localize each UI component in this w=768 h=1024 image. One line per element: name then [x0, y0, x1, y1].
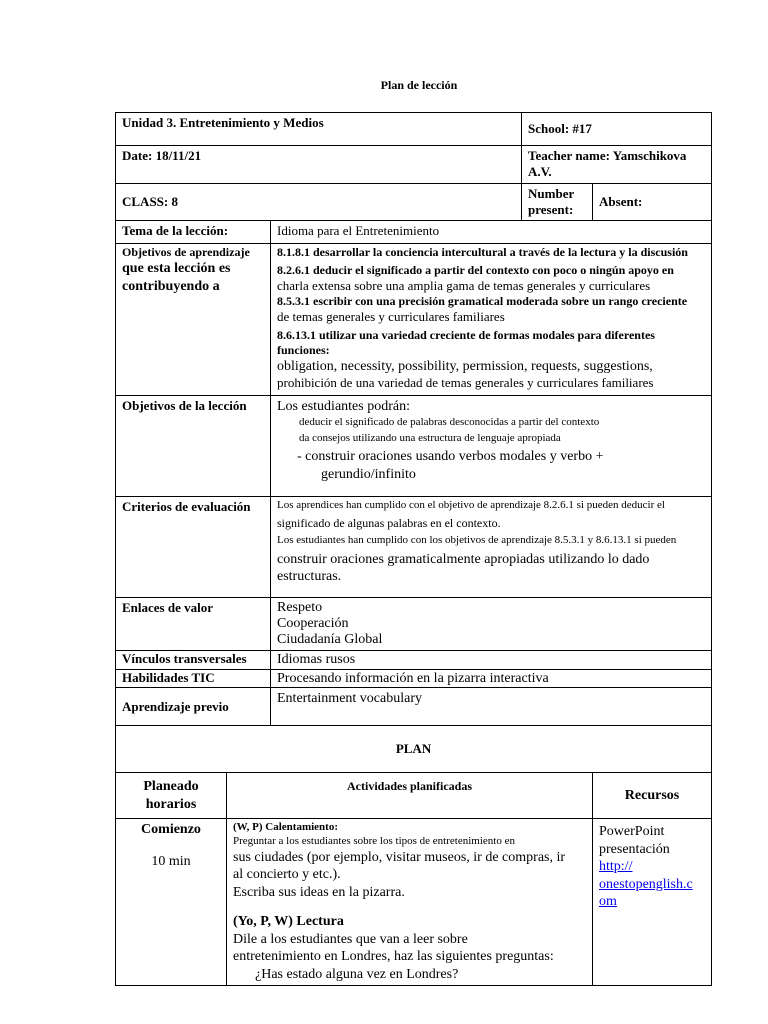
col-header-activities: Actividades planificadas [227, 773, 593, 819]
col-header-time: Planeado horarios [116, 773, 227, 819]
lesson-plan-table [115, 112, 712, 986]
date-cell: Date: 18/11/21 [116, 146, 522, 184]
lesson-objectives-intro: Los estudiantes podrán: [277, 399, 410, 414]
objective-line: 8.1.8.1 desarrollar la conciencia intercultural a través de la lectura y la discusión [277, 245, 688, 259]
activities-cell [227, 819, 593, 986]
reading-title: (Yo, P, W) Lectura [233, 914, 344, 930]
lesson-objectives-row [116, 396, 712, 497]
learning-objectives-label-rest: que esta lección es contribuyendo a [122, 261, 231, 294]
activity-line: sus ciudades (por ejemplo, visitar museos, ir de compras, ir [233, 849, 566, 865]
resource-link[interactable]: onestopenglish.c [599, 876, 693, 892]
lesson-objective-item: deducir el significado de palabras desconocidas a partir del contexto [299, 415, 600, 428]
lesson-objectives-label: Objetivos de la lección [116, 396, 271, 497]
lesson-objective-item: - construir oraciones usando verbos modales y verbo + [297, 449, 604, 464]
activity-line: al concierto y etc.). [233, 867, 341, 883]
resource-text: PowerPoint [599, 824, 665, 840]
assessment-text [271, 497, 712, 598]
objective-line: 8.2.6.1 deducir el significado a partir del contexto con poco o ningún apoyo en [277, 263, 674, 277]
activity-line: Dile a los estudiantes que van a leer sobre [233, 931, 468, 947]
assessment-label: Criterios de evaluación [116, 497, 271, 598]
prior-row [116, 688, 712, 726]
plan-row-start [116, 819, 712, 986]
objective-line: charla extensa sobre una amplia gama de temas generales y curriculares [277, 278, 651, 293]
col-header-resources: Recursos [593, 773, 712, 819]
lesson-objective-item: da consejos utilizando una estructura de lenguaje apropiada [299, 432, 561, 445]
class-row [116, 183, 712, 221]
cross-links-row [116, 651, 712, 670]
resource-text: presentación [599, 841, 670, 857]
resource-link[interactable]: om [599, 894, 617, 910]
topic-label: Tema de la lección: [116, 221, 271, 244]
assessment-row [116, 497, 712, 598]
lesson-objective-item: gerundio/infinito [321, 466, 416, 482]
warmup-title: (W, P) Calentamiento: [233, 821, 338, 834]
assessment-line: significado de algunas palabras en el contexto. [277, 515, 501, 530]
teacher-cell: Teacher name: Yamschikova A.V. [522, 146, 712, 184]
topic-value: Idioma para el Entretenimiento [271, 221, 712, 244]
ict-label: Habilidades TIC [116, 669, 271, 688]
objective-line: de temas generales y curriculares familiares [277, 309, 505, 325]
ict-row [116, 669, 712, 688]
assessment-line: Los aprendices han cumplido con el objetivo de aprendizaje 8.2.6.1 si pueden deducir el [277, 499, 665, 511]
activity-line: ¿Has estado alguna vez en Londres? [255, 966, 459, 982]
unit-row [116, 113, 712, 146]
document-title: Plan de lección [380, 78, 458, 92]
lesson-objectives-text [271, 396, 712, 497]
value-item: Respeto [277, 600, 323, 615]
learning-objectives-label [116, 244, 271, 396]
date-row [116, 146, 712, 184]
stage-time: 10 min [151, 853, 191, 869]
stage-name: Comienzo [141, 822, 201, 838]
activity-line: Escriba sus ideas en la pizarra. [233, 884, 405, 900]
values-list [271, 598, 712, 651]
learning-objectives-text [271, 244, 712, 396]
cross-links-label: Vínculos transversales [116, 651, 271, 670]
resources-cell [593, 819, 712, 986]
objective-line: prohibición de una variedad de temas generales y curriculares familiares [277, 375, 654, 390]
unit-cell: Unidad 3. Entretenimiento y Medios [116, 113, 522, 146]
present-cell: Number present: [522, 183, 593, 221]
plan-header-row [116, 773, 712, 819]
plan-title-row [116, 726, 712, 773]
class-cell: CLASS: 8 [116, 183, 522, 221]
value-item: Cooperación [277, 616, 349, 632]
prior-value: Entertainment vocabulary [271, 688, 712, 726]
ict-value: Procesando información en la pizarra interactiva [271, 669, 712, 688]
prior-label: Aprendizaje previo [116, 688, 271, 726]
values-row [116, 598, 712, 651]
values-label: Enlaces de valor [116, 598, 271, 651]
topic-row [116, 221, 712, 244]
activity-line: entretenimiento en Londres, haz las siguientes preguntas: [233, 949, 554, 965]
resource-link[interactable]: http:// [599, 859, 633, 875]
school-cell: School: #17 [522, 113, 712, 146]
activity-line: Preguntar a los estudiantes sobre los tipos de entretenimiento en [233, 835, 515, 848]
plan-title: PLAN [116, 726, 712, 773]
cross-links-value: Idiomas rusos [271, 651, 712, 670]
assessment-line: construir oraciones gramaticalmente apropiadas utilizando lo dado [277, 551, 650, 567]
value-item: Ciudadanía Global [277, 632, 383, 648]
assessment-line: Los estudiantes han cumplido con los objetivos de aprendizaje 8.5.3.1 y 8.6.13.1 si pueden [277, 533, 677, 546]
objective-line: 8.6.13.1 utilizar una variedad creciente de formas modales para diferentes funciones: [277, 327, 655, 357]
learning-objectives-label-line1: Objetivos de aprendizaje [122, 245, 250, 259]
stage-cell [116, 819, 227, 986]
absent-cell: Absent: [593, 183, 712, 221]
learning-objectives-row [116, 244, 712, 396]
objective-line: 8.5.3.1 escribir con una precisión gramatical moderada sobre un rango creciente [277, 294, 688, 309]
objective-line: obligation, necessity, possibility, permission, requests, suggestions, [277, 358, 653, 374]
assessment-line: estructuras. [277, 569, 342, 584]
